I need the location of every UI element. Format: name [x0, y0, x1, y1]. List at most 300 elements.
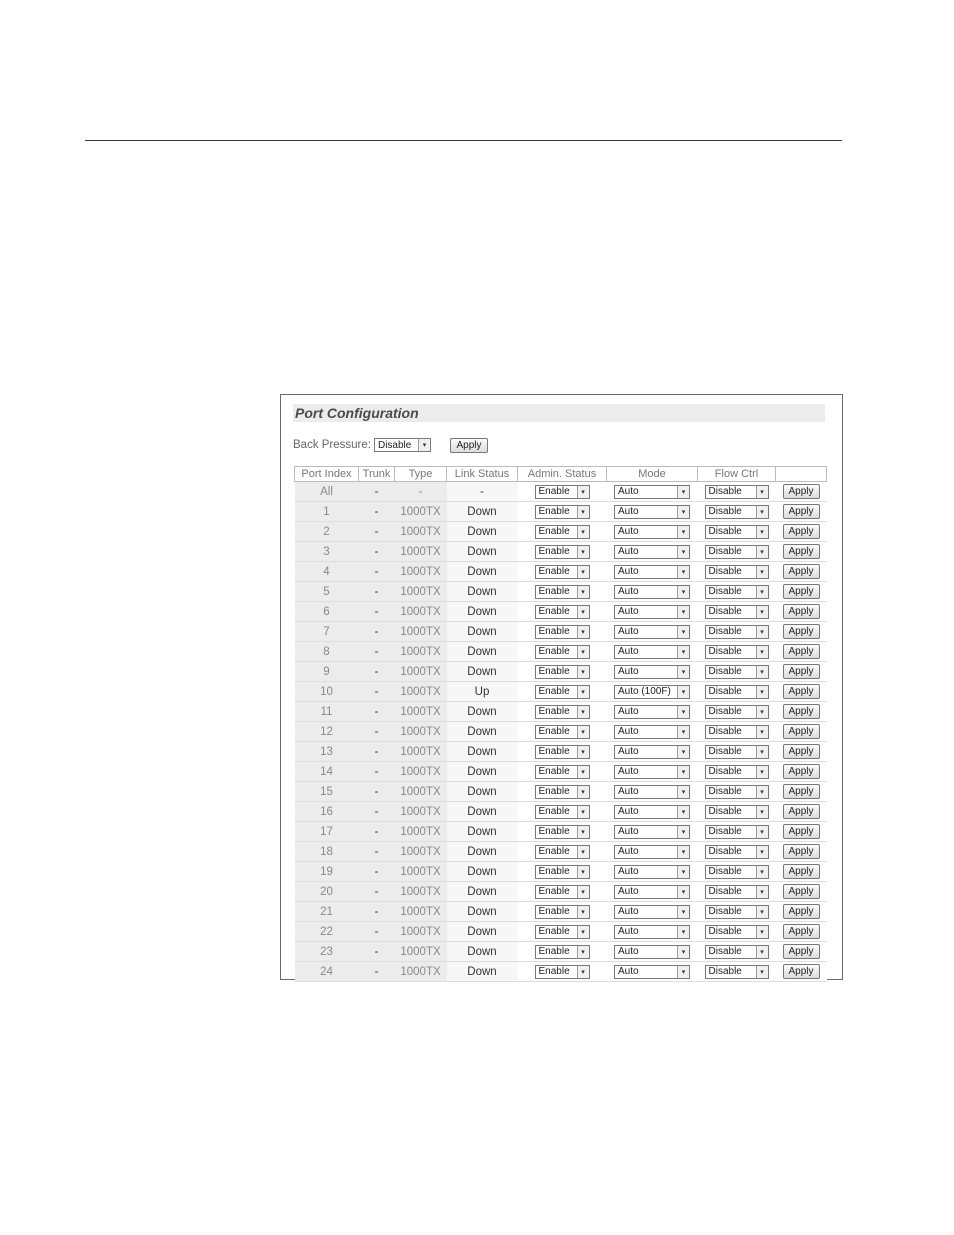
apply-cell [776, 802, 827, 822]
type-cell: 1000TX [395, 862, 447, 882]
admin-status-cell [518, 922, 607, 942]
port-index-cell: 7 [295, 622, 359, 642]
flow-ctrl-select[interactable] [705, 825, 769, 839]
table-row [295, 582, 827, 602]
type-cell: 1000TX [395, 722, 447, 742]
table-row [295, 862, 827, 882]
admin-status-select[interactable] [535, 685, 590, 699]
port-table [294, 466, 827, 982]
mode-select[interactable] [614, 805, 690, 819]
flow-ctrl-select[interactable] [705, 625, 769, 639]
mode-select[interactable] [614, 545, 690, 559]
mode-cell [607, 622, 698, 642]
type-cell: 1000TX [395, 622, 447, 642]
flow-ctrl-cell [698, 842, 776, 862]
mode-select[interactable] [614, 725, 690, 739]
flow-ctrl-select[interactable] [705, 745, 769, 759]
mode-select[interactable] [614, 945, 690, 959]
apply-button[interactable]: Apply [783, 504, 820, 519]
port-index-cell: All [295, 482, 359, 502]
mode-select[interactable] [614, 965, 690, 979]
mode-cell [607, 922, 698, 942]
link-status-cell: Down [447, 902, 518, 922]
admin-status-cell [518, 502, 607, 522]
mode-select[interactable] [614, 745, 690, 759]
chevron-down-icon: ▾ [677, 666, 689, 678]
mode-value: Auto [618, 666, 639, 677]
mode-value: Auto [618, 966, 639, 977]
admin-status-select[interactable] [535, 525, 590, 539]
chevron-down-icon: ▾ [577, 506, 589, 518]
link-status-cell: Down [447, 842, 518, 862]
chevron-down-icon: ▾ [677, 586, 689, 598]
admin-status-select[interactable] [535, 745, 590, 759]
trunk-cell: - [359, 762, 395, 782]
link-status-cell: Down [447, 862, 518, 882]
flow-ctrl-select[interactable] [705, 725, 769, 739]
page-header-rule [85, 140, 842, 141]
admin-status-select[interactable] [535, 585, 590, 599]
flow-ctrl-cell [698, 522, 776, 542]
apply-cell [776, 842, 827, 862]
flow-ctrl-cell [698, 602, 776, 622]
trunk-cell: - [359, 542, 395, 562]
chevron-down-icon: ▾ [677, 706, 689, 718]
mode-cell [607, 902, 698, 922]
mode-select[interactable] [614, 625, 690, 639]
mode-select[interactable] [614, 505, 690, 519]
chevron-down-icon: ▾ [577, 546, 589, 558]
chevron-down-icon: ▾ [756, 926, 768, 938]
apply-button[interactable]: Apply [783, 784, 820, 799]
mode-value: Auto [618, 846, 639, 857]
port-index-cell: 8 [295, 642, 359, 662]
chevron-down-icon: ▾ [677, 846, 689, 858]
admin-status-value: Enable [538, 646, 570, 657]
admin-status-select[interactable] [535, 865, 590, 879]
flow-ctrl-cell [698, 682, 776, 702]
mode-value: Auto [618, 646, 639, 657]
chevron-down-icon: ▾ [756, 866, 768, 878]
mode-select[interactable] [614, 605, 690, 619]
admin-status-select[interactable] [535, 945, 590, 959]
type-cell: - [395, 482, 447, 502]
chevron-down-icon: ▾ [756, 906, 768, 918]
admin-status-select[interactable] [535, 545, 590, 559]
admin-status-select[interactable] [535, 605, 590, 619]
chevron-down-icon: ▾ [577, 906, 589, 918]
admin-status-value: Enable [538, 966, 570, 977]
chevron-down-icon: ▾ [677, 806, 689, 818]
mode-cell [607, 522, 698, 542]
flow-ctrl-select[interactable] [705, 585, 769, 599]
flow-ctrl-value: Disable [708, 746, 742, 757]
apply-button[interactable]: Apply [783, 824, 820, 839]
link-status-cell: Down [447, 662, 518, 682]
admin-status-select[interactable] [535, 805, 590, 819]
mode-value: Auto [618, 526, 639, 537]
flow-ctrl-select[interactable] [705, 785, 769, 799]
back-pressure-row [293, 436, 488, 454]
chevron-down-icon: ▾ [577, 846, 589, 858]
admin-status-cell [518, 562, 607, 582]
apply-button[interactable]: Apply [783, 704, 820, 719]
link-status-cell: Up [447, 682, 518, 702]
flow-ctrl-select[interactable] [705, 525, 769, 539]
admin-status-value: Enable [538, 726, 570, 737]
admin-status-select[interactable] [535, 905, 590, 919]
apply-cell [776, 702, 827, 722]
mode-cell [607, 882, 698, 902]
mode-value: Auto [618, 826, 639, 837]
apply-button[interactable]: Apply [783, 864, 820, 879]
flow-ctrl-value: Disable [708, 846, 742, 857]
flow-ctrl-select[interactable] [705, 845, 769, 859]
mode-select[interactable] [614, 645, 690, 659]
apply-button[interactable]: Apply [783, 844, 820, 859]
trunk-cell: - [359, 482, 395, 502]
apply-cell [776, 482, 827, 502]
admin-status-cell [518, 782, 607, 802]
mode-select[interactable] [614, 845, 690, 859]
chevron-down-icon: ▾ [677, 766, 689, 778]
admin-status-select[interactable] [535, 665, 590, 679]
flow-ctrl-value: Disable [708, 906, 742, 917]
link-status-cell: Down [447, 702, 518, 722]
mode-cell [607, 482, 698, 502]
trunk-cell: - [359, 702, 395, 722]
apply-button[interactable]: Apply [783, 624, 820, 639]
chevron-down-icon: ▾ [756, 886, 768, 898]
flow-ctrl-select[interactable] [705, 765, 769, 779]
mode-value: Auto [618, 946, 639, 957]
apply-button[interactable]: Apply [783, 664, 820, 679]
apply-cell [776, 622, 827, 642]
chevron-down-icon: ▾ [577, 666, 589, 678]
type-cell: 1000TX [395, 942, 447, 962]
port-index-cell: 10 [295, 682, 359, 702]
trunk-cell: - [359, 642, 395, 662]
trunk-cell: - [359, 942, 395, 962]
flow-ctrl-select[interactable] [705, 565, 769, 579]
chevron-down-icon: ▾ [677, 506, 689, 518]
apply-button[interactable]: Apply [783, 884, 820, 899]
chevron-down-icon: ▾ [577, 706, 589, 718]
mode-cell [607, 742, 698, 762]
back-pressure-select[interactable] [374, 438, 431, 452]
apply-button[interactable]: Apply [783, 904, 820, 919]
apply-button[interactable]: Apply [783, 944, 820, 959]
table-row [295, 642, 827, 662]
mode-value: Auto [618, 726, 639, 737]
link-status-cell: Down [447, 602, 518, 622]
port-index-cell: 14 [295, 762, 359, 782]
table-row [295, 662, 827, 682]
mode-cell [607, 702, 698, 722]
mode-select[interactable] [614, 765, 690, 779]
flow-ctrl-value: Disable [708, 606, 742, 617]
admin-status-cell [518, 942, 607, 962]
type-cell: 1000TX [395, 782, 447, 802]
flow-ctrl-select[interactable] [705, 685, 769, 699]
port-index-cell: 11 [295, 702, 359, 722]
admin-status-value: Enable [538, 486, 570, 497]
flow-ctrl-select[interactable] [705, 945, 769, 959]
chevron-down-icon: ▾ [756, 666, 768, 678]
mode-select[interactable] [614, 925, 690, 939]
admin-status-value: Enable [538, 526, 570, 537]
admin-status-cell [518, 662, 607, 682]
back-pressure-apply-button[interactable]: Apply [450, 438, 488, 453]
port-index-cell: 3 [295, 542, 359, 562]
apply-button[interactable]: Apply [783, 924, 820, 939]
apply-button[interactable]: Apply [783, 964, 820, 979]
table-header-row [295, 467, 827, 482]
admin-status-select[interactable] [535, 885, 590, 899]
port-index-cell: 9 [295, 662, 359, 682]
admin-status-cell [518, 622, 607, 642]
apply-cell [776, 602, 827, 622]
mode-value: Auto [618, 746, 639, 757]
flow-ctrl-cell [698, 482, 776, 502]
table-row [295, 702, 827, 722]
flow-ctrl-select[interactable] [705, 905, 769, 919]
flow-ctrl-cell [698, 862, 776, 882]
type-cell: 1000TX [395, 902, 447, 922]
apply-button[interactable]: Apply [783, 544, 820, 559]
table-row [295, 802, 827, 822]
type-cell: 1000TX [395, 602, 447, 622]
mode-cell [607, 562, 698, 582]
mode-select[interactable] [614, 665, 690, 679]
admin-status-cell [518, 682, 607, 702]
apply-cell [776, 542, 827, 562]
port-index-cell: 18 [295, 842, 359, 862]
mode-value: Auto [618, 806, 639, 817]
flow-ctrl-value: Disable [708, 766, 742, 777]
flow-ctrl-cell [698, 582, 776, 602]
chevron-down-icon: ▾ [756, 786, 768, 798]
chevron-down-icon: ▾ [677, 966, 689, 978]
mode-select[interactable] [614, 685, 690, 699]
apply-button[interactable]: Apply [783, 644, 820, 659]
apply-button[interactable]: Apply [783, 804, 820, 819]
flow-ctrl-select[interactable] [705, 545, 769, 559]
admin-status-select[interactable] [535, 825, 590, 839]
flow-ctrl-cell [698, 762, 776, 782]
flow-ctrl-value: Disable [708, 666, 742, 677]
chevron-down-icon: ▾ [677, 646, 689, 658]
mode-select[interactable] [614, 905, 690, 919]
admin-status-select[interactable] [535, 845, 590, 859]
chevron-down-icon: ▾ [577, 686, 589, 698]
port-index-cell: 12 [295, 722, 359, 742]
apply-button[interactable]: Apply [783, 524, 820, 539]
mode-cell [607, 502, 698, 522]
header-type: Type [395, 467, 447, 482]
admin-status-select[interactable] [535, 725, 590, 739]
mode-select[interactable] [614, 865, 690, 879]
apply-cell [776, 662, 827, 682]
chevron-down-icon: ▾ [577, 626, 589, 638]
mode-cell [607, 962, 698, 982]
chevron-down-icon: ▾ [677, 946, 689, 958]
chevron-down-icon: ▾ [756, 706, 768, 718]
flow-ctrl-select[interactable] [705, 865, 769, 879]
admin-status-select[interactable] [535, 505, 590, 519]
apply-cell [776, 502, 827, 522]
chevron-down-icon: ▾ [577, 866, 589, 878]
mode-cell [607, 842, 698, 862]
admin-status-cell [518, 722, 607, 742]
admin-status-cell [518, 602, 607, 622]
trunk-cell: - [359, 902, 395, 922]
apply-button[interactable]: Apply [783, 484, 820, 499]
type-cell: 1000TX [395, 562, 447, 582]
chevron-down-icon: ▾ [577, 886, 589, 898]
port-index-cell: 20 [295, 882, 359, 902]
chevron-down-icon: ▾ [677, 926, 689, 938]
mode-select[interactable] [614, 485, 690, 499]
trunk-cell: - [359, 582, 395, 602]
flow-ctrl-cell [698, 642, 776, 662]
trunk-cell: - [359, 722, 395, 742]
trunk-cell: - [359, 602, 395, 622]
admin-status-value: Enable [538, 906, 570, 917]
chevron-down-icon: ▾ [677, 686, 689, 698]
apply-cell [776, 582, 827, 602]
chevron-down-icon: ▾ [677, 906, 689, 918]
apply-button[interactable]: Apply [783, 684, 820, 699]
apply-button[interactable]: Apply [783, 744, 820, 759]
chevron-down-icon: ▾ [677, 826, 689, 838]
mode-value: Auto [618, 486, 639, 497]
mode-value: Auto [618, 586, 639, 597]
chevron-down-icon: ▾ [756, 506, 768, 518]
admin-status-select[interactable] [535, 705, 590, 719]
admin-status-select[interactable] [535, 925, 590, 939]
flow-ctrl-cell [698, 802, 776, 822]
apply-cell [776, 862, 827, 882]
link-status-cell: Down [447, 622, 518, 642]
flow-ctrl-cell [698, 662, 776, 682]
link-status-cell: Down [447, 522, 518, 542]
flow-ctrl-cell [698, 702, 776, 722]
flow-ctrl-value: Disable [708, 946, 742, 957]
type-cell: 1000TX [395, 522, 447, 542]
admin-status-value: Enable [538, 846, 570, 857]
apply-button[interactable]: Apply [783, 604, 820, 619]
admin-status-select[interactable] [535, 785, 590, 799]
flow-ctrl-cell [698, 622, 776, 642]
flow-ctrl-select[interactable] [705, 485, 769, 499]
mode-value: Auto [618, 566, 639, 577]
mode-select[interactable] [614, 885, 690, 899]
chevron-down-icon: ▾ [756, 726, 768, 738]
trunk-cell: - [359, 802, 395, 822]
chevron-down-icon: ▾ [677, 726, 689, 738]
chevron-down-icon: ▾ [418, 439, 430, 451]
mode-select[interactable] [614, 825, 690, 839]
flow-ctrl-select[interactable] [705, 925, 769, 939]
flow-ctrl-select[interactable] [705, 705, 769, 719]
trunk-cell: - [359, 822, 395, 842]
mode-cell [607, 782, 698, 802]
chevron-down-icon: ▾ [577, 946, 589, 958]
mode-cell [607, 862, 698, 882]
chevron-down-icon: ▾ [577, 526, 589, 538]
apply-cell [776, 522, 827, 542]
mode-value: Auto [618, 606, 639, 617]
mode-select[interactable] [614, 525, 690, 539]
flow-ctrl-select[interactable] [705, 885, 769, 899]
admin-status-value: Enable [538, 746, 570, 757]
mode-value: Auto [618, 546, 639, 557]
admin-status-value: Enable [538, 946, 570, 957]
table-row [295, 682, 827, 702]
admin-status-value: Enable [538, 666, 570, 677]
flow-ctrl-select[interactable] [705, 645, 769, 659]
type-cell: 1000TX [395, 582, 447, 602]
flow-ctrl-select[interactable] [705, 665, 769, 679]
port-index-cell: 19 [295, 862, 359, 882]
admin-status-cell [518, 742, 607, 762]
apply-button[interactable]: Apply [783, 764, 820, 779]
port-index-cell: 2 [295, 522, 359, 542]
flow-ctrl-value: Disable [708, 926, 742, 937]
mode-select[interactable] [614, 785, 690, 799]
apply-button[interactable]: Apply [783, 724, 820, 739]
mode-select[interactable] [614, 565, 690, 579]
admin-status-select[interactable] [535, 565, 590, 579]
flow-ctrl-value: Disable [708, 786, 742, 797]
admin-status-select[interactable] [535, 485, 590, 499]
admin-status-cell [518, 822, 607, 842]
port-index-cell: 21 [295, 902, 359, 922]
admin-status-select[interactable] [535, 645, 590, 659]
mode-value: Auto [618, 866, 639, 877]
flow-ctrl-cell [698, 722, 776, 742]
chevron-down-icon: ▾ [577, 726, 589, 738]
type-cell: 1000TX [395, 822, 447, 842]
flow-ctrl-value: Disable [708, 586, 742, 597]
admin-status-select[interactable] [535, 965, 590, 979]
flow-ctrl-select[interactable] [705, 805, 769, 819]
mode-select[interactable] [614, 585, 690, 599]
mode-select[interactable] [614, 705, 690, 719]
apply-button[interactable]: Apply [783, 564, 820, 579]
flow-ctrl-select[interactable] [705, 505, 769, 519]
admin-status-cell [518, 962, 607, 982]
trunk-cell: - [359, 562, 395, 582]
admin-status-value: Enable [538, 606, 570, 617]
apply-button[interactable]: Apply [783, 584, 820, 599]
admin-status-value: Enable [538, 766, 570, 777]
apply-cell [776, 562, 827, 582]
type-cell: 1000TX [395, 642, 447, 662]
table-row [295, 482, 827, 502]
admin-status-select[interactable] [535, 765, 590, 779]
mode-value: Auto [618, 926, 639, 937]
chevron-down-icon: ▾ [577, 646, 589, 658]
admin-status-value: Enable [538, 546, 570, 557]
mode-value: Auto [618, 786, 639, 797]
admin-status-cell [518, 702, 607, 722]
trunk-cell: - [359, 922, 395, 942]
admin-status-select[interactable] [535, 625, 590, 639]
flow-ctrl-select[interactable] [705, 965, 769, 979]
flow-ctrl-select[interactable] [705, 605, 769, 619]
